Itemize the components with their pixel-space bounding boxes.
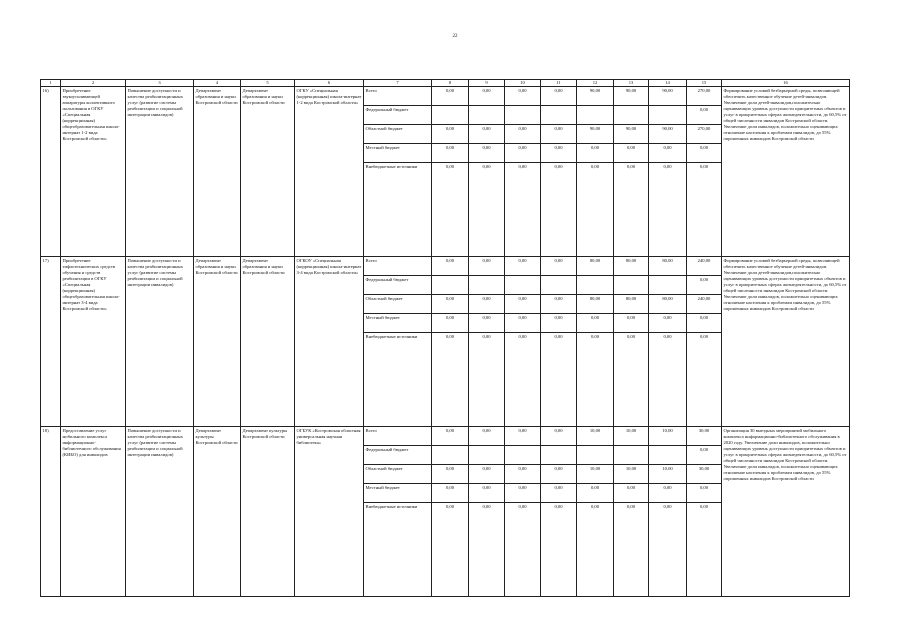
column-number-header: 8 [432, 80, 469, 87]
funding-value: 0,00 [541, 503, 577, 597]
funding-value: 80,00 [614, 257, 649, 276]
funding-value: 0,00 [505, 503, 541, 597]
funding-value: 0,00 [577, 314, 614, 333]
funding-value: 0,00 [541, 257, 577, 276]
funding-value [432, 446, 469, 465]
funding-value: 10,00 [614, 465, 649, 484]
column-number-header: 15 [687, 80, 722, 87]
funding-value: 0,00 [505, 314, 541, 333]
funding-value: 0,00 [649, 163, 687, 257]
row-number: 18) [41, 427, 61, 597]
funding-value: 0,00 [505, 484, 541, 503]
funding-source-label: Местный бюджет [364, 144, 432, 163]
funding-source-label: Федеральный бюджет [364, 446, 432, 465]
column-number-header: 9 [469, 80, 505, 87]
funding-value: 0,00 [649, 314, 687, 333]
funding-value: 10,00 [649, 427, 687, 446]
funding-value [505, 106, 541, 125]
funding-value: 240,00 [687, 257, 722, 276]
funding-value: 0,00 [432, 257, 469, 276]
funding-value: 0,00 [432, 314, 469, 333]
funding-value: 0,00 [541, 314, 577, 333]
funding-value [577, 106, 614, 125]
funding-value [541, 276, 577, 295]
funding-value: 270,00 [687, 125, 722, 144]
funding-value: 240,00 [687, 295, 722, 314]
funding-value: 0,00 [649, 484, 687, 503]
funding-source-label: Всего [364, 427, 432, 446]
funding-value: 0,00 [469, 484, 505, 503]
column-number-header: 1 [41, 80, 61, 87]
funding-value: 0,00 [614, 503, 649, 597]
funding-value: 0,00 [649, 333, 687, 427]
measure-direction: Повышение доступности и качества реабилитационных услуг (развитие системы реабилитации и социальной интеграции инвалидов) [126, 427, 194, 597]
recipient: ОГКУ «Специальная (коррекционная) школа-интернат 1-2 вида Костромской области» [295, 87, 364, 257]
funding-value: 0,00 [541, 125, 577, 144]
funding-value: 90,00 [577, 125, 614, 144]
funding-value [432, 276, 469, 295]
funding-value: 0,00 [469, 163, 505, 257]
column-number-header: 6 [295, 80, 364, 87]
funding-value: 0,00 [541, 144, 577, 163]
funding-value: 0,00 [541, 465, 577, 484]
funding-source-label: Местный бюджет [364, 314, 432, 333]
funding-value: 0,00 [505, 163, 541, 257]
funding-value: 0,00 [505, 427, 541, 446]
funding-value: 0,00 [541, 427, 577, 446]
table-row [41, 257, 850, 276]
funding-value [541, 446, 577, 465]
funding-value: 0,00 [649, 503, 687, 597]
funding-value: 0,00 [505, 125, 541, 144]
funding-value [649, 446, 687, 465]
funding-source-label: Областной бюджет [364, 465, 432, 484]
funding-source-label: Всего [364, 257, 432, 276]
column-number-header: 14 [649, 80, 687, 87]
expected-result: Формирование условий безбарьерной среды, позволяющей обеспечить качественное обучение детей-инвалидов. Увеличение доли детей-инвалидов,положительно оценивающих уровень доступности приоритетных объектов и услуг в приоритетных сферах жизнедеятельности, до 60,5% от общей численности инвалидов Костромской области. Увеличение доли инвалидов, положительно оценивающих отношение населения к проблемам инвалидов, до 55% опрошенных инвалидов Костромской области [722, 87, 850, 257]
funding-source-label: Всего [364, 87, 432, 106]
funding-value: 0,00 [505, 257, 541, 276]
funding-value: 0,00 [469, 465, 505, 484]
customer: Департамент культуры Костромской области [241, 427, 295, 597]
funding-value: 0,00 [687, 333, 722, 427]
measure-direction: Повышение доступности и качества реабилитационных услуг (развитие системы реабилитации и социальной интеграции инвалидов) [126, 257, 194, 427]
funding-value: 0,00 [614, 314, 649, 333]
funding-value: 10,00 [577, 465, 614, 484]
funding-value [541, 106, 577, 125]
funding-value [505, 276, 541, 295]
funding-value: 0,00 [469, 503, 505, 597]
funding-source-label: Областной бюджет [364, 295, 432, 314]
funding-value: 0,00 [432, 163, 469, 257]
measure-name: Приобретение тифлотехнических средств обучения и средств реабилитации в ОГКУ «Специальная (коррекционная) общеобразовательная школа-интернат 3-4 вида Костромской области» [61, 257, 126, 427]
column-number-header: 3 [126, 80, 194, 87]
funding-value: 0,00 [469, 257, 505, 276]
funding-value: 0,00 [577, 333, 614, 427]
funding-value: 0,00 [505, 144, 541, 163]
funding-value [614, 446, 649, 465]
funding-value [432, 106, 469, 125]
measure-name: Приобретение звукоусиливающей аппаратуры коллективного пользования в ОГКУ «Специальная (коррекционная) общеобразовательная школа-интернат 1-2 вида Костромской области» [61, 87, 126, 257]
funding-value: 0,00 [469, 295, 505, 314]
funding-value: 0,00 [505, 333, 541, 427]
funding-value: 270,00 [687, 87, 722, 106]
funding-value: 0,00 [469, 427, 505, 446]
funding-value: 10,00 [614, 427, 649, 446]
customer: Департамент образования и науки Костромской области [241, 87, 295, 257]
funding-value: 0,00 [614, 484, 649, 503]
funding-source-label: Внебюджетные источники [364, 333, 432, 427]
funding-value: 0,00 [432, 295, 469, 314]
funding-value [577, 276, 614, 295]
header-row [41, 80, 850, 87]
funding-value: 80,00 [649, 295, 687, 314]
funding-value: 0,00 [505, 87, 541, 106]
funding-value: 30,00 [687, 427, 722, 446]
funding-value [469, 446, 505, 465]
funding-value: 0,00 [687, 106, 722, 125]
executor: Департамент образования и науки Костромской области [194, 257, 241, 427]
funding-value: 0,00 [432, 503, 469, 597]
funding-value: 0,00 [432, 427, 469, 446]
funding-value: 30,00 [687, 465, 722, 484]
funding-value: 0,00 [649, 144, 687, 163]
funding-value: 0,00 [687, 144, 722, 163]
program-measures-table [40, 79, 850, 597]
funding-value: 0,00 [541, 333, 577, 427]
column-number-header: 16 [722, 80, 850, 87]
funding-source-label: Местный бюджет [364, 484, 432, 503]
funding-value [469, 106, 505, 125]
column-number-header: 12 [577, 80, 614, 87]
funding-value: 0,00 [577, 144, 614, 163]
funding-value: 80,00 [577, 295, 614, 314]
funding-value: 0,00 [541, 484, 577, 503]
funding-value: 90,00 [614, 87, 649, 106]
funding-value: 0,00 [432, 87, 469, 106]
funding-value: 0,00 [614, 163, 649, 257]
funding-value: 0,00 [469, 144, 505, 163]
funding-value: 90,00 [649, 125, 687, 144]
column-number-header: 2 [61, 80, 126, 87]
funding-source-label: Федеральный бюджет [364, 276, 432, 295]
funding-source-label: Внебюджетные источники [364, 163, 432, 257]
funding-value: 10,00 [577, 427, 614, 446]
funding-value: 0,00 [505, 465, 541, 484]
funding-value: 0,00 [577, 503, 614, 597]
column-number-header: 7 [364, 80, 432, 87]
recipient: ОГБУК «Костромская областная универсальная научная библиотека» [295, 427, 364, 597]
customer: Департамент образования и науки Костромской области [241, 257, 295, 427]
funding-value: 0,00 [432, 465, 469, 484]
funding-value: 0,00 [469, 333, 505, 427]
funding-value [614, 276, 649, 295]
funding-value: 80,00 [614, 295, 649, 314]
column-number-header: 4 [194, 80, 241, 87]
funding-value: 0,00 [687, 503, 722, 597]
funding-value: 0,00 [687, 484, 722, 503]
funding-value: 0,00 [687, 314, 722, 333]
funding-value: 80,00 [577, 257, 614, 276]
funding-value: 0,00 [505, 295, 541, 314]
recipient: ОГКОУ «Специальная (коррекционная) школа-интернат 3-4 вида Костромской области» [295, 257, 364, 427]
executor: Департамент образования и науки Костромской области [194, 87, 241, 257]
funding-value: 0,00 [687, 446, 722, 465]
column-number-header: 10 [505, 80, 541, 87]
funding-value: 0,00 [614, 144, 649, 163]
funding-source-label: Федеральный бюджет [364, 106, 432, 125]
funding-value [469, 276, 505, 295]
executor: Департамент культуры Костромской области [194, 427, 241, 597]
funding-value: 0,00 [469, 314, 505, 333]
funding-value: 0,00 [469, 125, 505, 144]
funding-value: 0,00 [541, 295, 577, 314]
funding-value: 0,00 [432, 484, 469, 503]
funding-value: 0,00 [614, 333, 649, 427]
expected-result: Организация 30 выездных мероприятий мобильного комплекса информационно-библиотечного обслуживания в 2020 году. Увеличение доли инвалидов, положительно оценивающих уровень доступности приоритетных объектов и услуг в приоритетных сферах жизнедеятельности, до 60,5% от общей численности инвалидов Костромской области. Увеличение доли инвалидов, положительно оценивающих отношение населения к проблемам инвалидов, до 55% опрошенных инвалидов Костромской области [722, 427, 850, 597]
funding-value [649, 276, 687, 295]
funding-value [577, 446, 614, 465]
funding-source-label: Областной бюджет [364, 125, 432, 144]
funding-value: 0,00 [577, 484, 614, 503]
funding-value: 0,00 [432, 144, 469, 163]
funding-value: 90,00 [649, 87, 687, 106]
funding-value: 0,00 [541, 163, 577, 257]
row-number: 16) [41, 87, 61, 257]
funding-value: 80,00 [649, 257, 687, 276]
funding-value: 0,00 [687, 276, 722, 295]
funding-value [505, 446, 541, 465]
table-row [41, 427, 850, 446]
row-number: 17) [41, 257, 61, 427]
page-number: 22 [452, 34, 458, 39]
column-number-header: 13 [614, 80, 649, 87]
funding-value: 0,00 [469, 87, 505, 106]
funding-source-label: Внебюджетные источники [364, 503, 432, 597]
column-number-header: 5 [241, 80, 295, 87]
funding-value: 0,00 [432, 333, 469, 427]
funding-value [649, 106, 687, 125]
funding-value: 0,00 [577, 163, 614, 257]
funding-value: 90,00 [577, 87, 614, 106]
expected-result: Формирование условий безбарьерной среды, позволяющей обеспечить качественное обучение детей-инвалидов. Увеличение доли детей-инвалидов,положительно оценивающих уровень доступности приоритетных объектов и услуг в приоритетных сферах жизнедеятельности, до 60,5% от общей численности инвалидов Костромской области. Увеличение доли инвалидов, положительно оценивающих отношение населения к проблемам инвалидов, до 55% опрошенных инвалидов Костромской области [722, 257, 850, 427]
funding-value: 0,00 [687, 163, 722, 257]
funding-value [614, 106, 649, 125]
funding-value: 0,00 [541, 87, 577, 106]
funding-value: 10,00 [649, 465, 687, 484]
funding-value: 90,00 [614, 125, 649, 144]
column-number-header: 11 [541, 80, 577, 87]
table-row [41, 87, 850, 106]
funding-value: 0,00 [432, 125, 469, 144]
measure-direction: Повышение доступности и качества реабилитационных услуг (развитие системы реабилитации и социальной интеграции инвалидов) [126, 87, 194, 257]
measure-name: Предоставление услуг мобильного комплекса информационно-библиотечного обслуживания (КИБО) для инвалидов [61, 427, 126, 597]
